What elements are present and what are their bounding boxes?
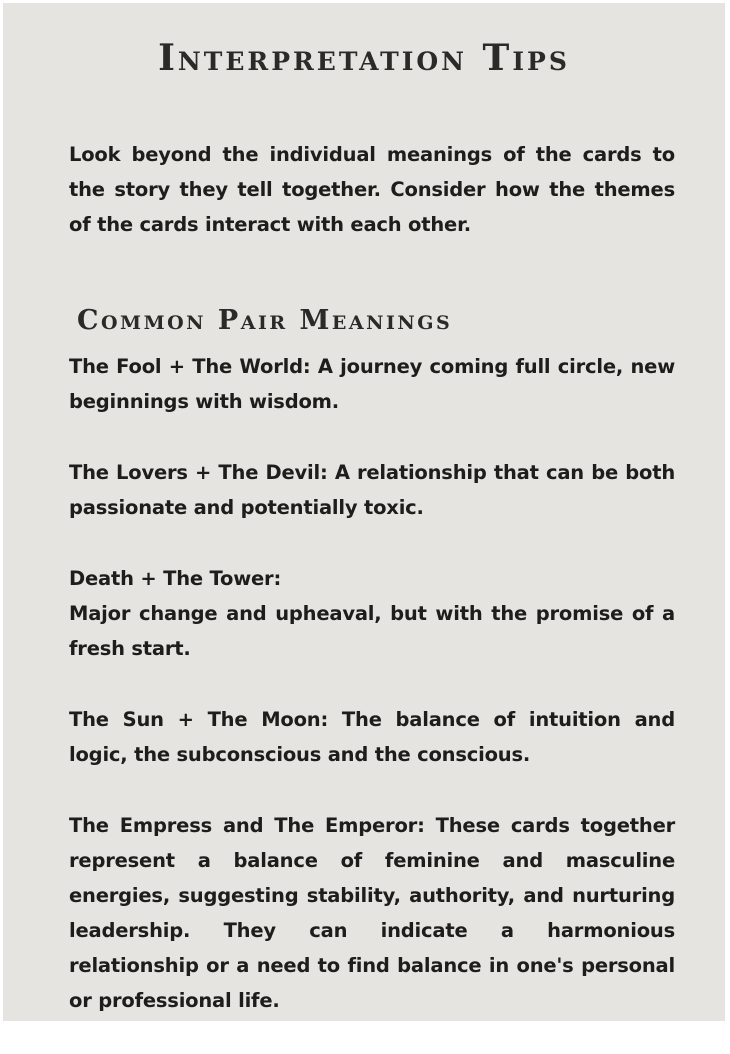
tips-page <box>3 3 725 1021</box>
pair-text: A relationship that can be both passionate and potentially toxic. <box>69 461 676 519</box>
page-title: Interpretation Tips <box>158 37 570 79</box>
pair-text: These cards together represent a balance of feminine and masculine energies, suggesting stability, authority, and nurturing leadership. They can indicate a harmonious relationship or a need to find balance in one's personal or professional life. <box>69 814 676 1012</box>
pair-item <box>69 455 675 525</box>
intro-paragraph: Look beyond the individual meanings of the cards to the story they tell together. Consider how the themes of the cards interact with each other. <box>69 143 675 236</box>
pair-title: The Sun + The Moon: <box>69 708 329 731</box>
pair-item <box>69 561 675 666</box>
pair-list <box>69 349 675 1054</box>
pair-item <box>69 702 675 772</box>
pair-title: Death + The Tower: <box>69 567 282 590</box>
pair-item <box>69 808 675 1018</box>
pair-text: The balance of intuition and logic, the subconscious and the conscious. <box>69 708 675 766</box>
pair-item <box>69 349 675 419</box>
pair-title: The Empress and The Emperor: <box>69 814 425 837</box>
pairs-heading: Common Pair Meanings <box>77 305 453 336</box>
pair-text: A journey coming full circle, new beginnings with wisdom. <box>69 355 676 413</box>
pair-title: The Fool + The World: <box>69 355 311 378</box>
pair-title: The Lovers + The Devil: <box>69 461 328 484</box>
pair-text: Major change and upheaval, but with the promise of a fresh start. <box>69 602 675 660</box>
